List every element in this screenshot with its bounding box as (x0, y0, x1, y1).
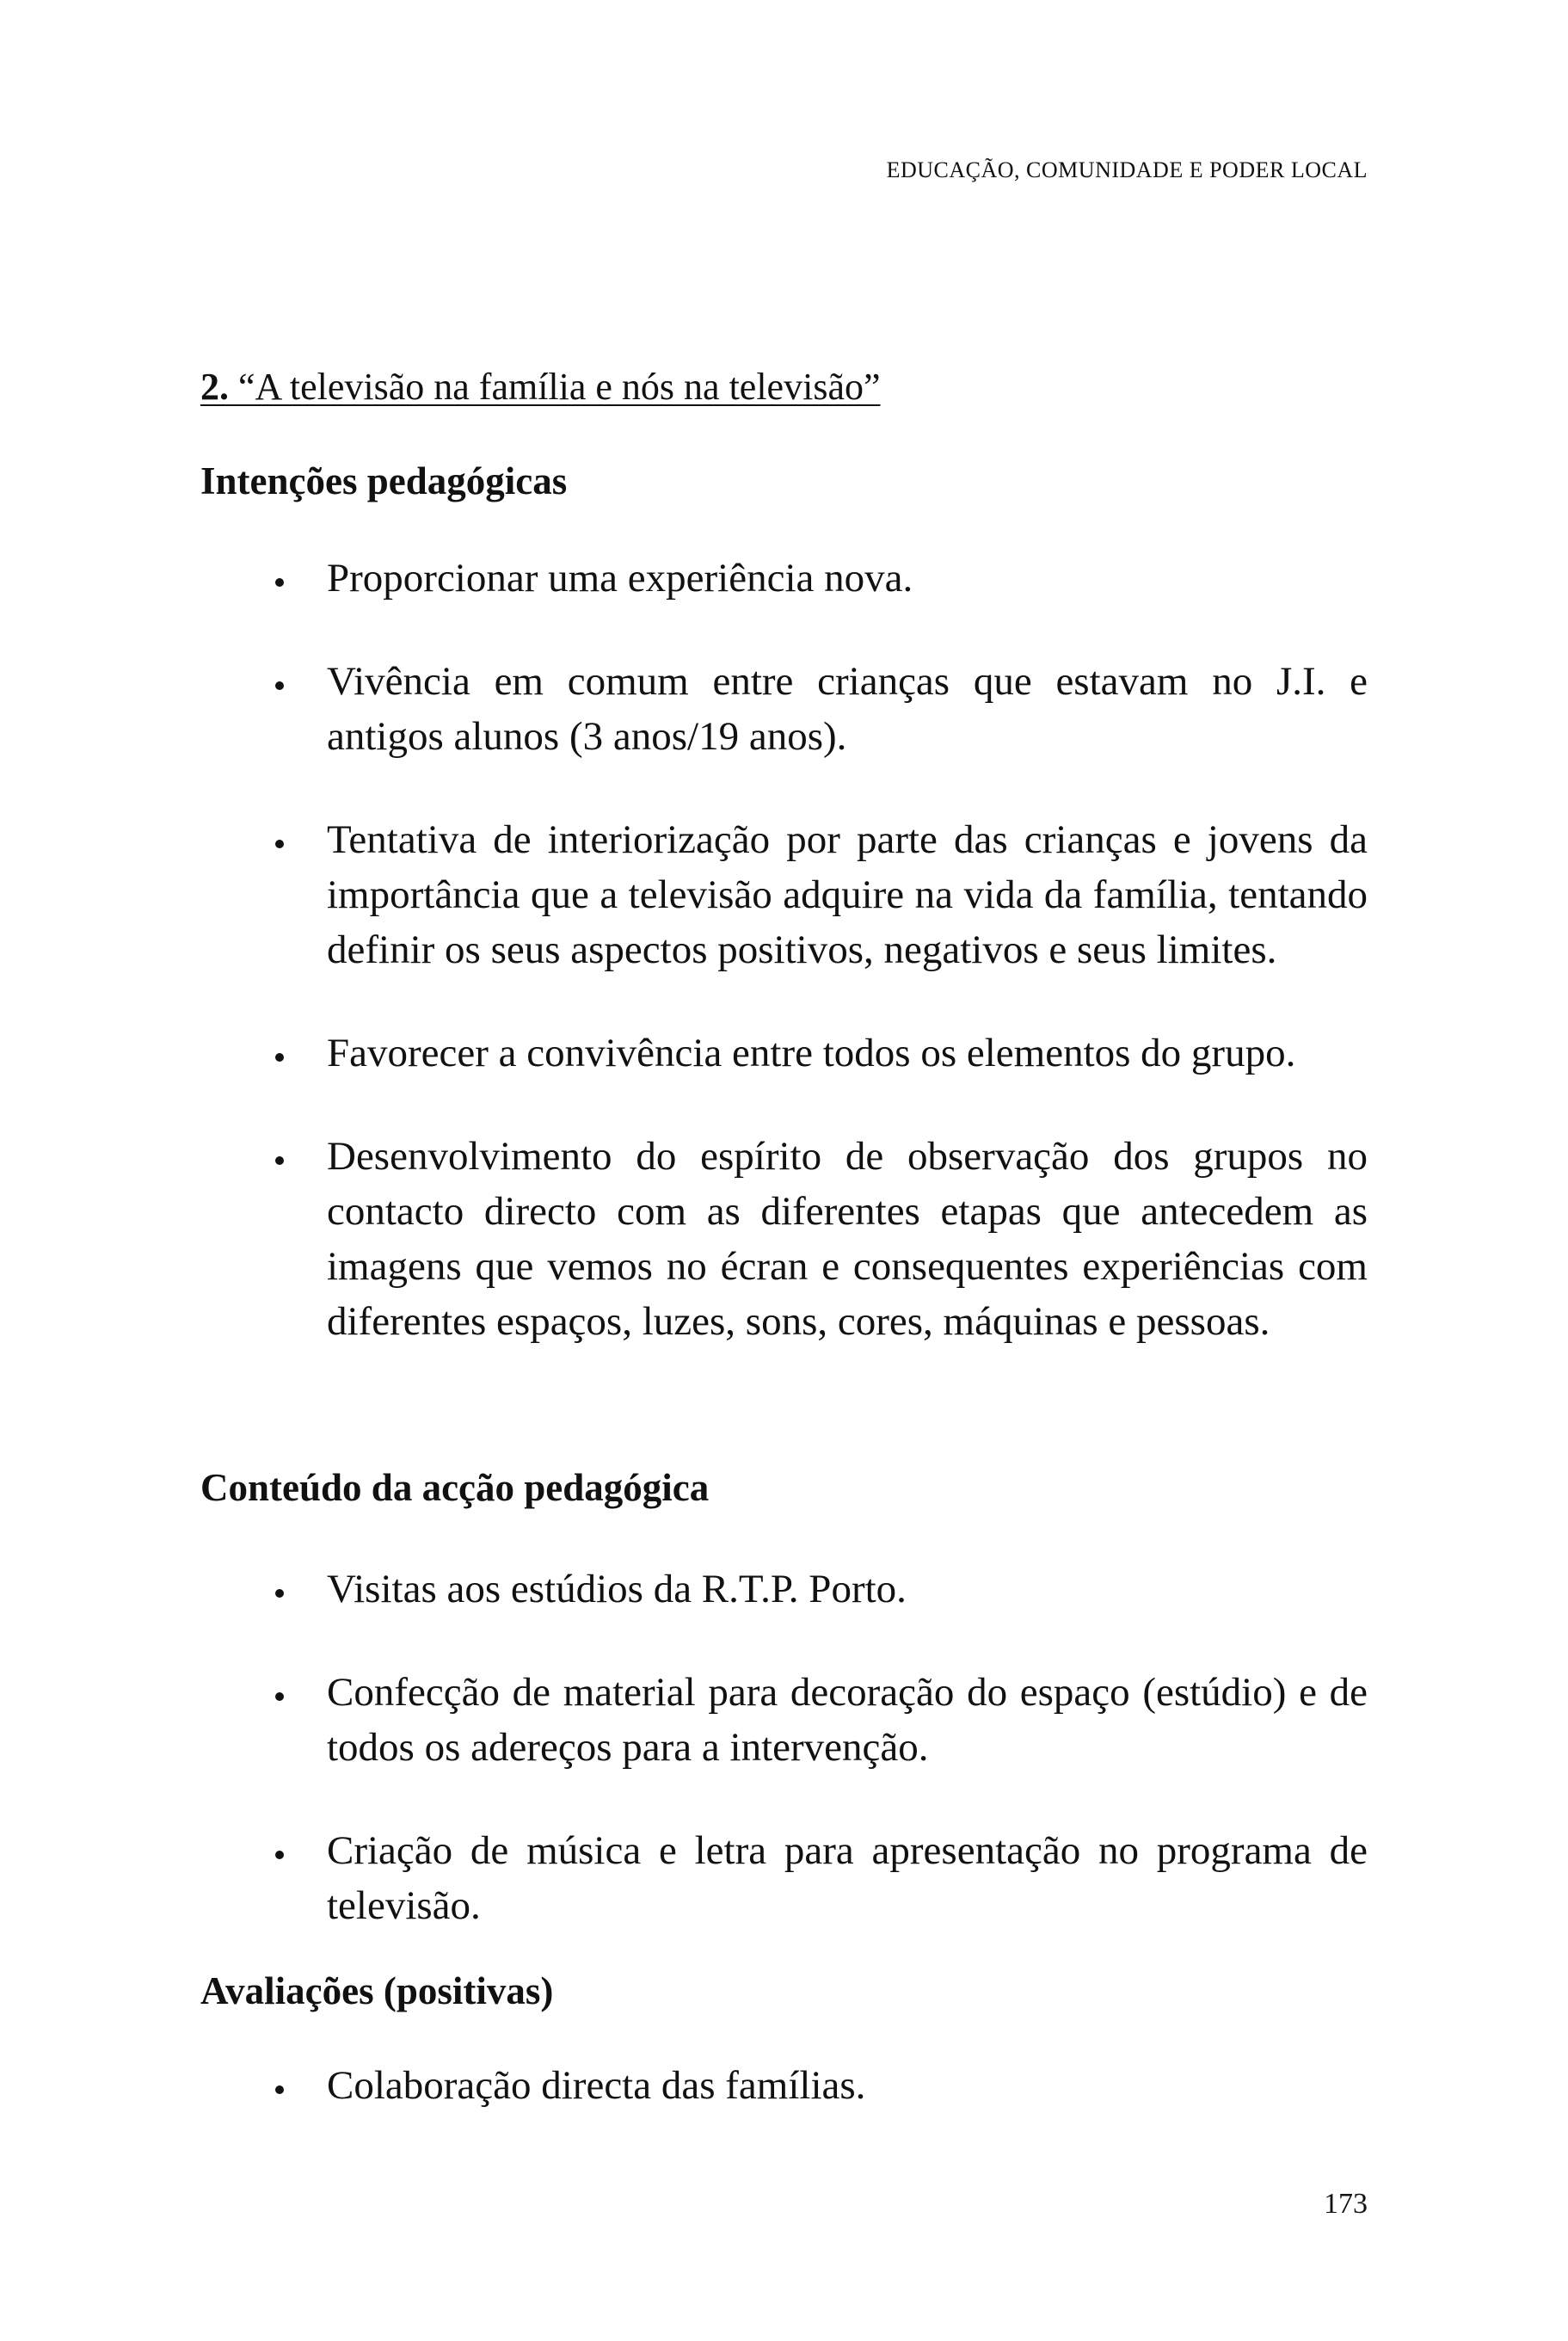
list-item: Colaboração directa das famílias. (275, 2058, 1368, 2113)
page-title (200, 365, 881, 409)
list-item: Tentativa de interiorização por parte das crianças e jovens da importância que a televisão adquire na vida da família, tentando definir os seus aspectos positivos, negativos e seus limites. (275, 812, 1368, 977)
running-header: EDUCAÇÃO, COMUNIDADE E PODER LOCAL (886, 157, 1368, 182)
section-title-text: “A televisão na família e nós na televisão” (238, 366, 881, 408)
list-item: Proporcionar uma experiência nova. (275, 551, 1368, 606)
bullet-icon (275, 578, 284, 587)
list-item: Desenvolvimento do espírito de observação dos grupos no contacto directo com as diferentes etapas que antecedem as imagens que vemos no écran e consequentes experiências com diferentes espaços, luzes, sons, cores, máquinas e pessoas. (275, 1129, 1368, 1349)
bullet-list-avaliacoes (275, 2058, 1368, 2113)
list-item: Favorecer a convivência entre todos os elementos do grupo. (275, 1026, 1368, 1081)
bullet-icon (275, 1589, 284, 1598)
section-heading-avaliacoes: Avaliações (positivas) (200, 1969, 554, 2012)
section-heading-conteudo: Conteúdo da acção pedagógica (200, 1466, 710, 1509)
list-item: Visitas aos estúdios da R.T.P. Porto. (275, 1562, 1368, 1617)
bullet-list-conteudo (275, 1562, 1368, 1933)
section-number: 2. (200, 366, 229, 408)
bullet-icon (275, 1156, 284, 1165)
list-item: Confecção de material para decoração do espaço (estúdio) e de todos os adereços para a intervenção. (275, 1665, 1368, 1775)
bullet-icon (275, 1851, 284, 1859)
page-number: 173 (1324, 2188, 1368, 2220)
bullet-icon (275, 2085, 284, 2094)
bullet-icon (275, 1053, 284, 1062)
list-item: Criação de música e letra para apresentação no programa de televisão. (275, 1823, 1368, 1933)
list-item: Vivência em comum entre crianças que estavam no J.I. e antigos alunos (3 anos/19 anos). (275, 654, 1368, 764)
bullet-icon (275, 840, 284, 848)
bullet-icon (275, 681, 284, 690)
bullet-icon (275, 1692, 284, 1701)
section-heading-intencoes: Intenções pedagógicas (200, 459, 568, 502)
bullet-list-intencoes (275, 551, 1368, 1349)
